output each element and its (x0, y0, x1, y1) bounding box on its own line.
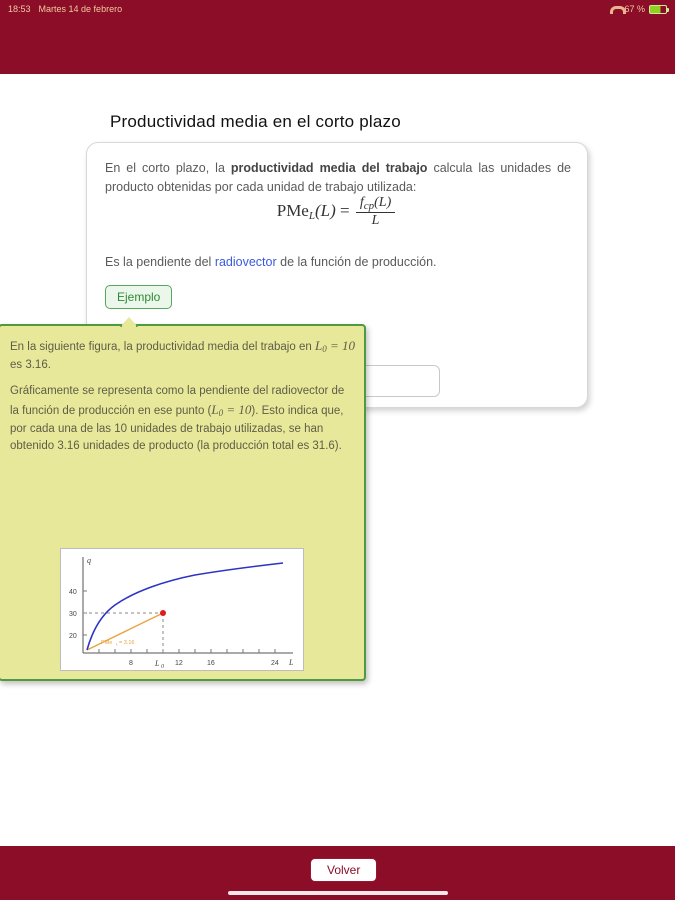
popup-p2-L-eq: = 10 (223, 402, 252, 417)
content-page (0, 74, 675, 846)
chart-x0-label: L (155, 659, 160, 668)
radiovector-link[interactable]: radiovector (214, 255, 277, 269)
battery-icon (649, 5, 667, 14)
status-date: Martes 14 de febrero (38, 4, 123, 14)
popup-p1-L-sub: 0 (322, 344, 327, 354)
status-bar (0, 0, 675, 18)
formula-lhs-sub: L (308, 209, 315, 222)
definition-paragraph-2-pre: Es la pendiente del (105, 255, 215, 269)
ejemplo-popup (0, 324, 366, 681)
chart-xlabel: L (289, 658, 294, 667)
definition-paragraph-1-pre: En el corto plazo, la (105, 161, 231, 175)
popup-p2-L-sub: 0 (218, 408, 224, 418)
formula-numerator (356, 195, 395, 212)
chart-xtick-24: 24 (271, 660, 279, 667)
formula-numerator-sub: cp (363, 200, 375, 212)
chart-ytick-20: 20 (69, 633, 77, 640)
wifi-icon (610, 5, 620, 13)
definition-paragraph-1-post: calcula las unidades de producto obtenidas por cada unidad de trabajo utilizada: (105, 161, 571, 195)
chart-ytick-30: 30 (69, 611, 77, 618)
popup-text (10, 336, 356, 464)
formula-numerator-f: f (359, 195, 364, 210)
chart-ylabel: q (87, 556, 91, 565)
bottom-bar (0, 846, 675, 900)
home-indicator[interactable] (228, 891, 448, 895)
popup-p1-L-eq: = 10 (326, 338, 355, 353)
popup-p1-L: L (314, 338, 323, 353)
formula-equals: = (340, 200, 350, 220)
production-function-chart (60, 548, 304, 671)
definition-paragraph-2 (105, 253, 571, 272)
chart-xtick-8: 8 (129, 660, 133, 667)
chart-x-ticks (99, 649, 275, 653)
popup-p2-post: ). Esto indica que, por cada una de las 10 unidades de trabajo utilizadas, se han obtenido 3.16 unidades de producto (la producción total es 31.6). (10, 405, 344, 452)
formula-numerator-arg: (L) (374, 195, 392, 210)
battery-percent: 67 % (624, 4, 645, 14)
definition-paragraph-1 (105, 159, 571, 198)
chart-xtick-16: 16 (207, 660, 215, 667)
definition-paragraph-2-post: de la función de producción. (276, 255, 437, 269)
chart-annotation-value: = 3.16 (119, 640, 135, 646)
chart-annotation: PMe (101, 640, 113, 646)
chart-x0-sub: 0 (161, 664, 164, 670)
pme-formula (87, 195, 587, 229)
popup-p1-post: es 3.16. (10, 358, 51, 371)
app-top-band (0, 18, 675, 74)
popup-p2-pre: Gráficamente se representa como la pendiente del radiovector de la función de producción en ese punto ( (10, 384, 345, 417)
popup-p2-L: L (211, 402, 219, 417)
chart-annotation-sub: L (116, 641, 119, 647)
volver-button[interactable]: Volver (310, 858, 377, 882)
chart-point-marker (160, 610, 166, 616)
formula-denominator: L (356, 212, 395, 229)
formula-fraction (356, 195, 395, 229)
status-bar-left (0, 4, 122, 14)
formula-lhs: PMe (276, 200, 309, 220)
chart-xtick-12: 12 (175, 660, 183, 667)
status-time: 18:53 (8, 4, 31, 14)
definition-term-bold: productividad media del trabajo (230, 161, 428, 175)
status-bar-right (610, 4, 675, 14)
formula-lhs-arg: (L) (314, 200, 336, 220)
popup-paragraph-2 (10, 383, 356, 455)
popup-paragraph-1 (10, 336, 356, 374)
ejemplo-button[interactable]: Ejemplo (105, 285, 172, 309)
chart-svg (61, 549, 303, 670)
popup-p1-pre: En la siguiente figura, la productividad media del trabajo en (10, 341, 315, 353)
page-title: Productividad media en el corto plazo (110, 112, 401, 131)
chart-ytick-40: 40 (69, 589, 77, 596)
chart-production-curve (87, 563, 283, 650)
